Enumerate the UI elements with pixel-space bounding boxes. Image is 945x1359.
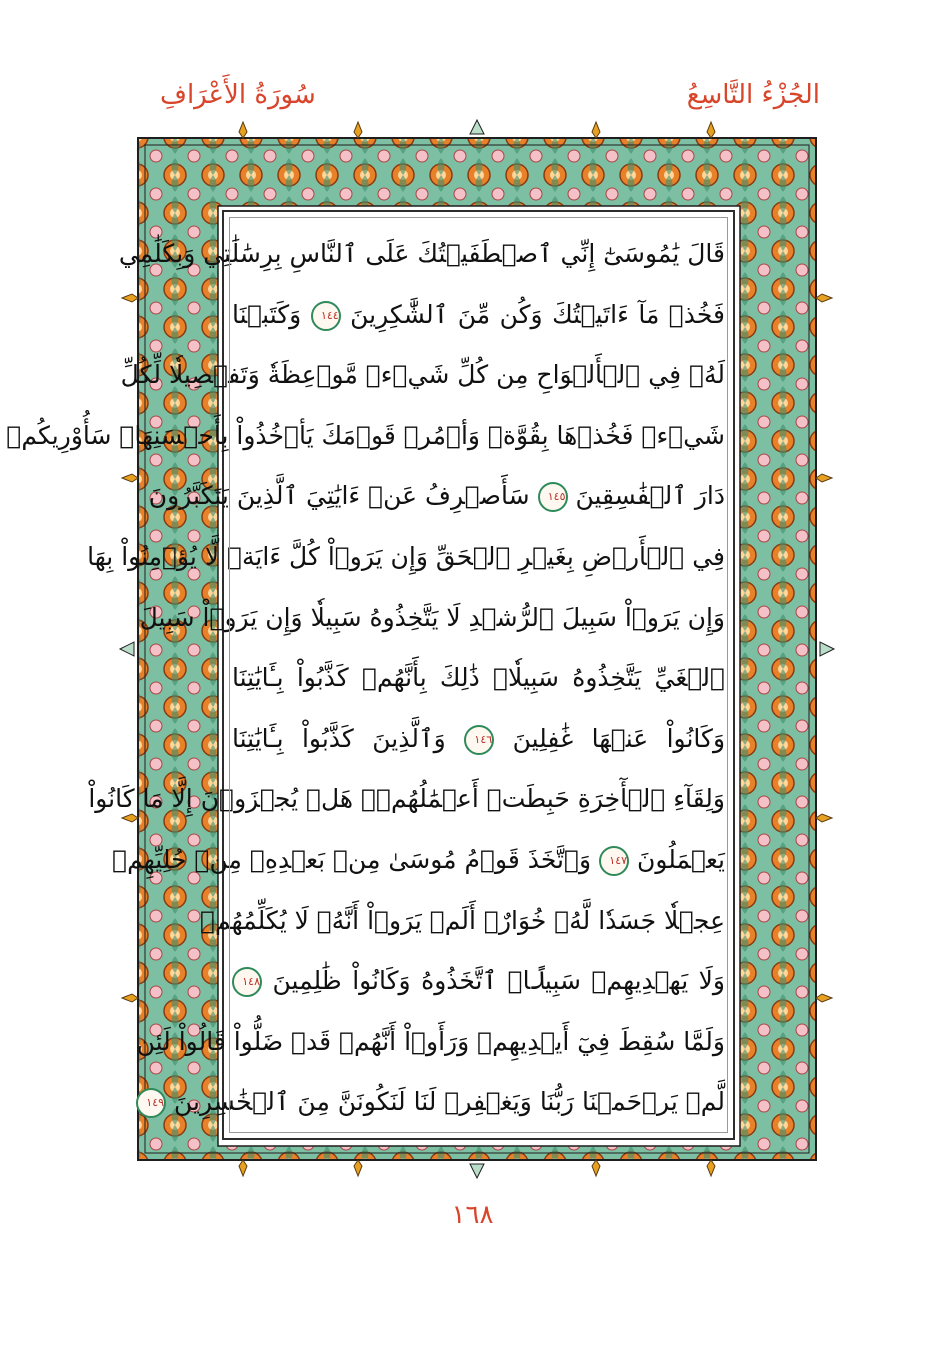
verse-text-panel <box>6 210 735 1140</box>
verse-line <box>88 769 725 830</box>
verse-line <box>200 891 725 952</box>
verse-line <box>232 951 725 1012</box>
verse-text: وَٱلَّذِينَ كَذَّبُواْ بِـَٔايَٰتِنَا <box>232 723 446 753</box>
verse-line <box>148 466 725 527</box>
verse-line <box>136 1012 725 1073</box>
verse-text: لَّمۡ يَرۡحَمۡنَا رَبُّنَا وَيَغۡفِرۡ لَنَا لَنَكُونَنَّ مِنَ ٱلۡخَٰسِرِينَ <box>173 1087 725 1117</box>
verse-text: وَٱتَّخَذَ قَوۡمُ مُوسَىٰ مِنۢ بَعۡدِهِۦ مِنۡ حُلِيِّهِمۡ <box>112 844 592 874</box>
page-header <box>160 70 820 120</box>
verse-text: سَأَصۡرِفُ عَنۡ ءَايَٰتِيَ ٱلَّذِينَ يَتَكَبَّرُونَ <box>148 481 530 511</box>
verse-text: فَخُذۡ مَآ ءَاتَيۡتُكَ وَكُن مِّنَ ٱلشَّٰكِرِينَ <box>350 299 725 329</box>
verse-text: وَلَمَّا سُقِطَ فِيٓ أَيۡدِيهِمۡ وَرَأَوۡاْ أَنَّهُمۡ قَدۡ ضَلُّواْ قَالُواْ لَئِن <box>136 1026 725 1056</box>
verse-text: عِجۡلٗا جَسَدٗا لَّهُۥ خُوَارٌۚ أَلَمۡ يَرَوۡاْ أَنَّهُۥ لَا يُكَلِّمُهُمۡ <box>200 905 725 935</box>
ayah-number-marker: ١٤٩ <box>136 1088 166 1118</box>
verse-text: ٱلۡغَيِّ يَتَّخِذُوهُ سَبِيلٗاۚ ذَٰلِكَ بِأَنَّهُمۡ كَذَّبُواْ بِـَٔايَٰتِنَا <box>232 663 725 693</box>
verse-line <box>120 345 725 406</box>
verse-line <box>6 406 725 467</box>
verse-text: وَكَتَبۡنَا <box>232 299 302 329</box>
verse-line <box>232 709 725 770</box>
verse-text: شَيۡءٖ فَخُذۡهَا بِقُوَّةٖ وَأۡمُرۡ قَوۡمَكَ يَأۡخُذُواْ بِأَحۡسَنِهَاۚ سَأُوْرِيكُمۡ <box>6 420 725 450</box>
verse-text: يَعۡمَلُونَ <box>636 844 725 874</box>
verse-line <box>139 588 725 649</box>
verse-text: وَكَانُواْ عَنۡهَا غَٰفِلِينَ <box>512 723 726 753</box>
ayah-number-marker: ١٤٨ <box>232 967 262 997</box>
verse-text: وَلَا يَهۡدِيهِمۡ سَبِيلًاۘ ٱتَّخَذُوهُ وَكَانُواْ ظَٰلِمِينَ <box>272 966 725 996</box>
verse-text: وَإِن يَرَوۡاْ سَبِيلَ ٱلرُّشۡدِ لَا يَتَّخِذُوهُ سَبِيلٗا وَإِن يَرَوۡاْ سَبِيلَ <box>139 602 725 632</box>
verse-line <box>232 648 725 709</box>
verse-text: لَهُۥ فِي ٱلۡأَلۡوَاحِ مِن كُلِّ شَيۡءٖ مَّوۡعِظَةٗ وَتَفۡصِيلٗا لِّكُلِّ <box>120 360 725 390</box>
verse-line <box>118 224 725 285</box>
ayah-number-marker: ١٤٥ <box>538 482 568 512</box>
surah-title: سُورَةُ الأَعْرَافِ <box>160 80 316 110</box>
verse-text: دَارَ ٱلۡفَٰسِقِينَ <box>575 481 725 511</box>
verse-line <box>112 830 725 891</box>
verse-line <box>146 1072 725 1133</box>
ayah-number-marker: ١٤٧ <box>599 846 629 876</box>
ayah-number-marker: ١٤٤ <box>311 301 341 331</box>
juz-title: الجُزْءُ التَّاسِعُ <box>686 80 820 110</box>
verse-line <box>87 527 725 588</box>
verse-text: وَلِقَآءِ ٱلۡأٓخِرَةِ حَبِطَتۡ أَعۡمَٰلُهُمۡۚ هَلۡ يُجۡزَوۡنَ إِلَّا مَا كَانُواْ <box>88 784 725 814</box>
ayah-number-marker: ١٤٦ <box>464 725 494 755</box>
page-number: ١٦٨ <box>451 1200 494 1230</box>
verse-text: قَالَ يَٰمُوسَىٰٓ إِنِّي ٱصۡطَفَيۡتُكَ عَلَى ٱلنَّاسِ بِرِسَٰلَٰتِي وَبِكَلَٰمِي <box>118 239 725 268</box>
verse-line <box>232 285 725 346</box>
verse-text: فِي ٱلۡأَرۡضِ بِغَيۡرِ ٱلۡحَقِّ وَإِن يَرَوۡاْ كُلَّ ءَايَةٖ لَّا يُؤۡمِنُواْ بِهَا <box>87 541 725 571</box>
